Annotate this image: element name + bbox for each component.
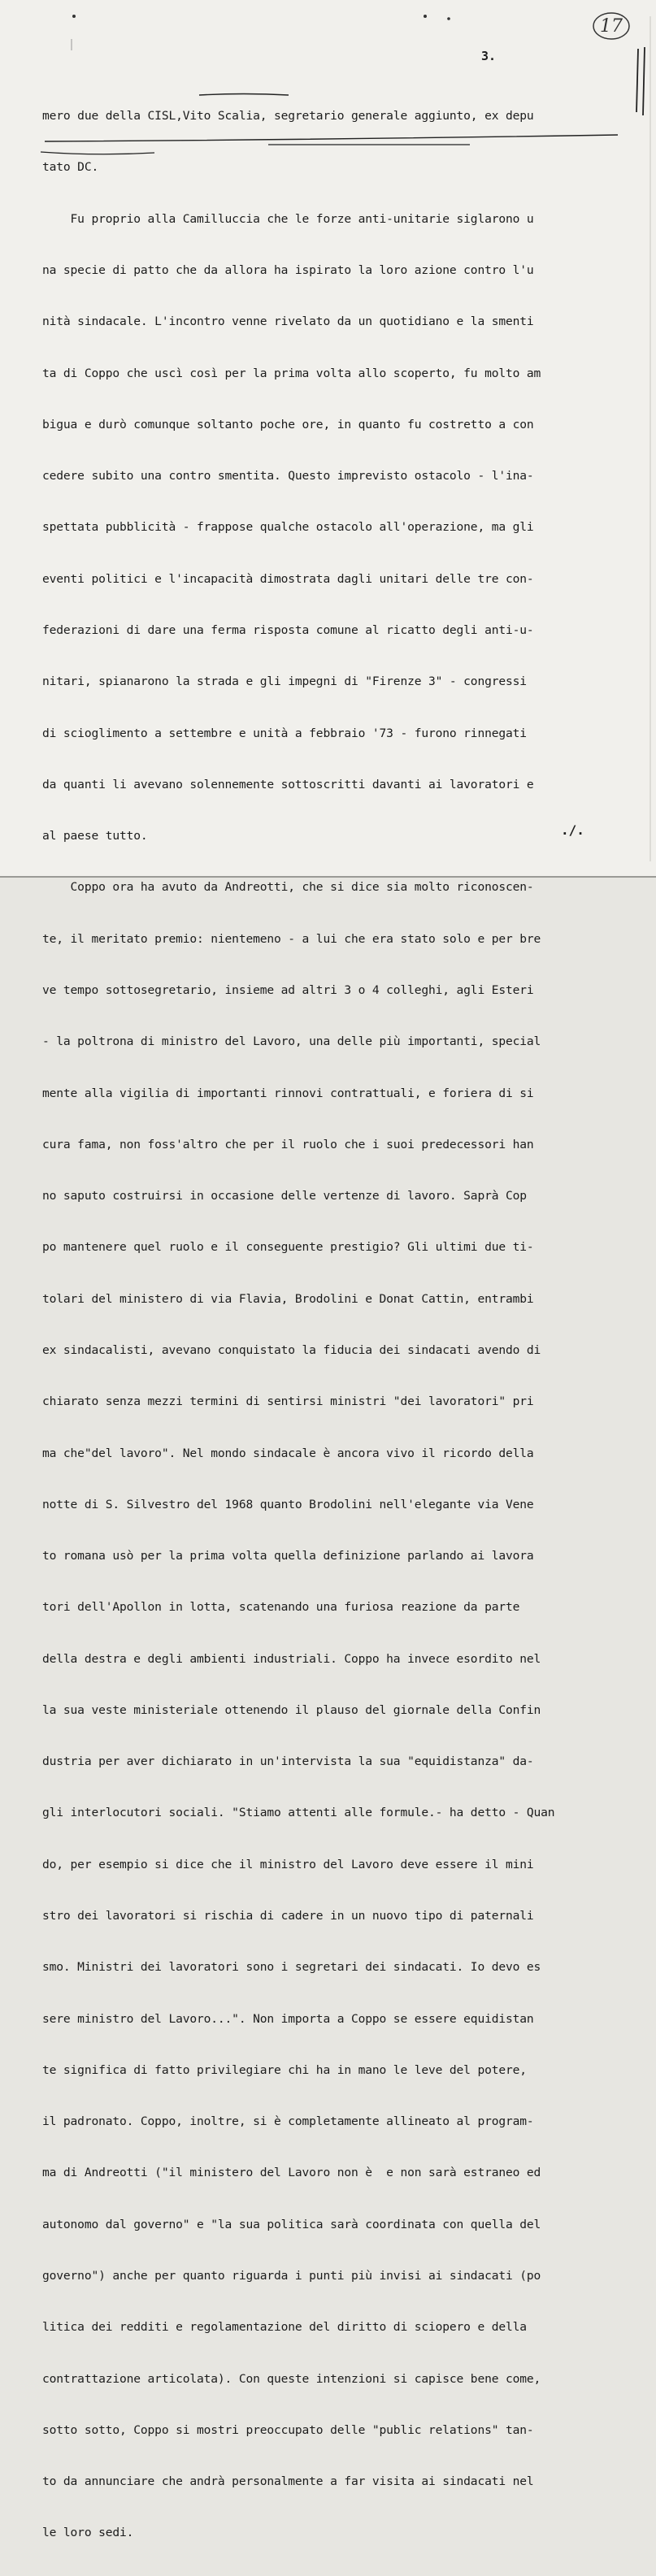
text-line: eventi politici e l'incapacità dimostrata dagli unitari delle tre con- (42, 571, 534, 586)
text-line: cura fama, non foss'altro che per il ruolo che i suoi predecessori han (42, 1137, 534, 1151)
text-line: ex sindacalisti, avevano conquistato la fiducia dei sindacati avendo di (42, 1342, 541, 1357)
text-line: chiarato senza mezzi termini di sentirsi ministri "dei lavoratori" pri (42, 1394, 534, 1409)
typewritten-text (42, 73, 624, 2576)
text-line: litica dei redditi e regolamentazione del diritto di sciopero e della (42, 2320, 527, 2335)
text-line: di scioglimento a settembre e unità a febbraio '73 - furono rinnegati (42, 726, 527, 740)
text-line: to da annunciare che andrà personalmente a far visita ai sindacati nel (42, 2474, 534, 2489)
text-line: stro dei lavoratori si rischia di cadere in un nuovo tipo di paternali (42, 1909, 534, 1923)
text-line: il padronato. Coppo, inoltre, si è completamente allineato al program- (42, 2114, 534, 2129)
text-line: no saputo costruirsi in occasione delle vertenze di lavoro. Saprà Cop (42, 1189, 527, 1203)
text-line: cedere subito una contro smentita. Questo imprevisto ostacolo - l'ina- (42, 469, 534, 484)
text-line: te significa di fatto privilegiare chi ha in mano le leve del potere, (42, 2062, 527, 2077)
text-line: della destra e degli ambienti industriali. Coppo ha invece esordito nel (42, 1651, 541, 1666)
text-line: to romana usò per la prima volta quella definizione parlando ai lavora (42, 1549, 534, 1563)
text-line: gli interlocutori sociali. "Stiamo attenti alle formule.- ha detto - Quan (42, 1806, 555, 1820)
text-line: te, il meritato premio: nientemeno - a lui che era stato solo e per bre (42, 931, 541, 946)
text-line: notte di S. Silvestro del 1968 quanto Brodolini nell'elegante via Vene (42, 1497, 534, 1511)
text-line: smo. Ministri dei lavoratori sono i segretari dei sindacati. Io devo es (42, 1960, 541, 1975)
text-line: ve tempo sottosegretario, insieme ad altri 3 o 4 colleghi, agli Esteri (42, 982, 534, 997)
text-line: tato DC. (42, 160, 99, 175)
text-line: po mantenere quel ruolo e il conseguente prestigio? Gli ultimi due ti- (42, 1240, 534, 1255)
text-line: do, per esempio si dice che il ministro del Lavoro deve essere il mini (42, 1857, 534, 1871)
text-line: nità sindacale. L'incontro venne rivelato da un quotidiano e la smenti (42, 314, 534, 329)
text-line: na specie di patto che da allora ha ispirato la loro azione contro l'u (42, 263, 534, 278)
folio-label: 17 (600, 15, 623, 37)
text-line: ta di Coppo che uscì così per la prima volta allo scoperto, fu molto am (42, 366, 541, 380)
text-line: spettata pubblicità - frappose qualche ostacolo all'operazione, ma gli (42, 520, 534, 535)
text-line: sotto sotto, Coppo si mostri preoccupato delle "public relations" tan- (42, 2422, 534, 2437)
text-line: - la poltrona di ministro del Lavoro, una delle più importanti, special (42, 1034, 541, 1049)
text-line: governo") anche per quanto riguarda i punti più invisi ai sindacati (po (42, 2269, 541, 2283)
text-line: Coppo ora ha avuto da Andreotti, che si dice sia molto riconoscen- (42, 880, 534, 895)
text-line: tolari del ministero di via Flavia, Brodolini e Donat Cattin, entrambi (42, 1291, 534, 1306)
text-line: mero due della CISL,Vito Scalia, segretario generale aggiunto, ex depu (42, 109, 534, 124)
continuation-mark: ./. (561, 822, 584, 838)
text-line: tori dell'Apollon in lotta, scatenando una furiosa reazione da parte (42, 1600, 520, 1615)
text-line: mente alla vigilia di importanti rinnovi contrattuali, e foriera di si (42, 1086, 534, 1100)
text-line: al paese tutto. (42, 829, 148, 843)
text-line: autonomo dal governo" e "la sua politica sarà coordinata con quella del (42, 2217, 541, 2231)
page-number: 3. (481, 49, 497, 63)
text-line: federazioni di dare una ferma risposta comune al ricatto degli anti-u- (42, 623, 534, 637)
text-line: ma di Andreotti ("il ministero del Lavoro non è e non sarà estraneo ed (42, 2166, 541, 2180)
text-line: bigua e durò comunque soltanto poche ore, in quanto fu costretto a con (42, 417, 534, 432)
text-line: dustria per aver dichiarato in un'intervista la sua "equidistanza" da- (42, 1754, 534, 1769)
text-line: sere ministro del Lavoro...". Non importa a Coppo se essere equidistan (42, 2011, 534, 2026)
text-line: ma che"del lavoro". Nel mondo sindacale è ancora vivo il ricordo della (42, 1446, 534, 1460)
text-line: da quanti li avevano solennemente sottoscritti davanti ai lavoratori e (42, 777, 534, 791)
text-line: le loro sedi. (42, 2526, 134, 2540)
text-line: nitari, spianarono la strada e gli impegni di "Firenze 3" - congressi (42, 674, 527, 689)
text-line: contrattazione articolata). Con queste intenzioni si capisce bene come, (42, 2371, 541, 2386)
text-line: Fu proprio alla Camilluccia che le forze anti-unitarie siglarono u (42, 211, 534, 226)
text-line: la sua veste ministeriale ottenendo il plauso del giornale della Confin (42, 1702, 541, 1717)
